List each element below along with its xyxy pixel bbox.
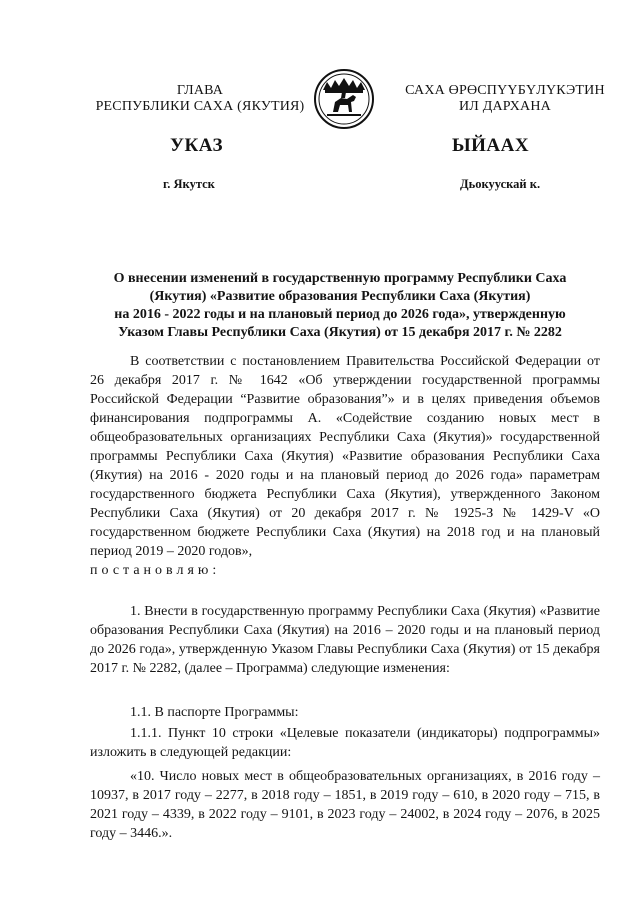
header-left <box>85 83 315 115</box>
preamble-text: В соответствии с постановлением Правительства Российской Федерации от 26 декабря 2017 г. № 1642 «Об утверждении государственной программы Российской Федерации “Развитие образования”» и в целях приведения объемов финансирования подпрограммы А. «Содействие созданию новых мест в общеобразовательных организациях Республики Саха (Якутия)» государственной программы Республики Саха (Якутия) «Развитие образования Республики Саха (Якутия) на 2016 - 2020 годы и на плановый период до 2026 года» параметрам государственного бюджета Республики Саха (Якутия), утвержденного Законом Республики Саха (Якутия) от 20 декабря 2017 г. № 1925-З № 1429-V «О государственном бюджете Республики Саха (Якутия) на 2018 год и на плановый период 2019 – 2020 годов», <box>90 354 600 559</box>
item-1-1-paragraph: 1.1. В паспорте Программы: <box>130 705 299 720</box>
decree-word: постановляю: <box>90 563 221 578</box>
header-left-line-1: ГЛАВА <box>176 83 224 98</box>
header-right-line-1: САХА ӨРӨСПҮҮБҮЛҮКЭТИН <box>405 83 605 98</box>
title-line-4: Указом Главы Республики Саха (Якутия) от 15 декабря 2017 г. № 2282 <box>118 325 562 340</box>
doc-type-right: ЫЙААХ <box>452 135 530 156</box>
place-right: Дьокуускай к. <box>460 177 541 191</box>
document-title <box>80 270 600 342</box>
quoted-indicator-paragraph: «10. Число новых мест в общеобразовательных организациях, в 2016 году – 10937, в 2017 году – 2277, в 2018 году – 1851, в 2019 году – 610, в 2020 году – 715, в 2021 году – 4339, в 2022 году – 9101, в 2023 году – 24002, в 2024 году – 2076, в 2025 году – 3446.». <box>90 769 600 841</box>
title-line-1: О внесении изменений в государственную программу Республики Саха <box>113 271 567 286</box>
place-left: г. Якутск <box>163 177 215 191</box>
title-line-3: на 2016 - 2022 годы и на плановый период до 2026 года», утвержденную <box>114 307 566 322</box>
header-left-line-2: РЕСПУБЛИКИ САХА (ЯКУТИЯ) <box>95 99 305 114</box>
header-right-line-2: ИЛ ДАРХАНА <box>458 99 551 114</box>
header-right <box>400 83 610 115</box>
item-1-1-1-paragraph: 1.1.1. Пункт 10 строки «Целевые показатели (индикаторы) подпрограммы» изложить в следующей редакции: <box>90 726 600 760</box>
item-1-paragraph: 1. Внести в государственную программу Республики Саха (Якутия) «Развитие образования Республики Саха (Якутия) на 2016 – 2020 годы и на плановый период до 2026 года», утвержденную Указом Главы Республики Саха (Якутия) от 15 декабря 2017 г. № 2282, (далее – Программа) следующие изменения: <box>90 604 600 676</box>
coat-of-arms-emblem <box>313 68 375 130</box>
preamble-paragraph <box>90 352 600 580</box>
doc-type-left: УКАЗ <box>170 135 223 156</box>
title-line-2: (Якутия) «Развитие образования Республики Саха (Якутия) <box>149 289 531 304</box>
